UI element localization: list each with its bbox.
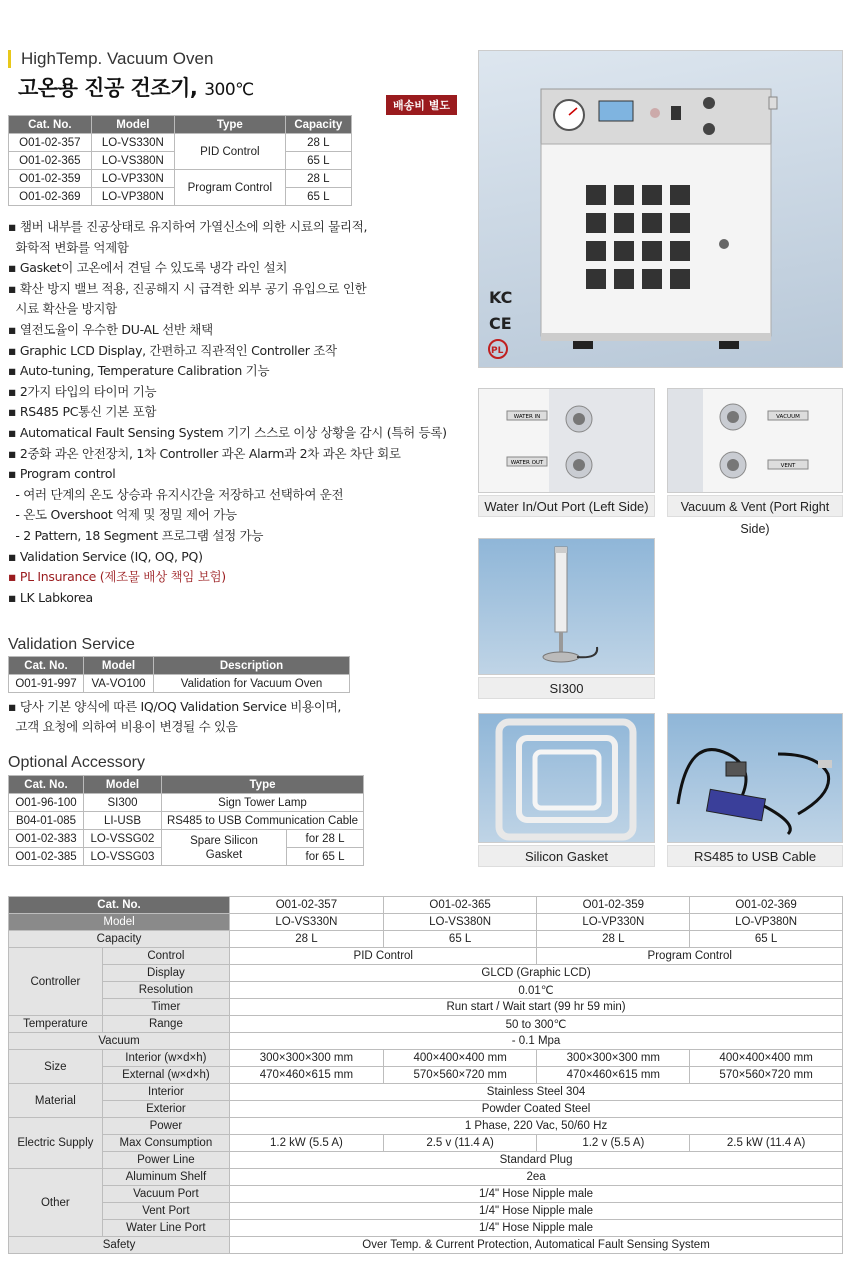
vacuum-port-photo [667,388,843,493]
cell-capacity: 28 L [285,170,351,188]
cell-model: LO-VS330N [91,134,174,152]
spec-range: 50 to 300℃ [230,1016,843,1033]
spec-control-pid: PID Control [230,948,537,965]
spec-interior-size-label: Interior (w×d×h) [102,1050,229,1067]
vacuum-oven-image [479,51,843,368]
spec-shelf: 2ea [230,1169,843,1186]
spec-powerline: Standard Plug [230,1152,843,1169]
accessory-table [8,775,364,866]
col-model: Model [84,657,154,675]
feature-item: ▪ Automatical Fault Sensing System 기기 스스로 이상 상황을 감시 (특허 등록) [8,424,447,440]
cell-type: Sign Tower Lamp [162,794,364,812]
title-korean [18,72,254,102]
col-type: Type [162,776,364,794]
feature-pl-insurance: ▪ PL Insurance (제조물 배상 책임 보험) [8,569,226,585]
cell-model: LI-USB [84,812,162,830]
accessory-title: Optional Accessory [8,754,145,771]
title-temp: 300℃ [204,80,254,100]
cable-caption: RS485 to USB Cable [667,845,843,867]
col-capacity: Capacity [285,116,351,134]
cell-cat: O01-96-100 [9,794,84,812]
feature-item: ▪ 2가지 타입의 타이머 기능 [8,383,157,399]
spec-other-label: Other [9,1169,103,1237]
vacuum-port-image [668,389,843,493]
title-korean-text: 고온용 진공 건조기, [18,76,198,100]
spec-wport-label: Water Line Port [102,1220,229,1237]
spec-interior: Stainless Steel 304 [230,1084,843,1101]
spec-maxc: 2.5 kW (11.4 A) [690,1135,843,1152]
cell-model: LO-VP330N [91,170,174,188]
rs485-usb-cable-image [668,714,843,843]
model-table [8,115,352,206]
feature-item: - 여러 단계의 온도 상승과 유지시간을 저장하고 선택하여 운전 [8,486,344,502]
title-english: HighTemp. Vacuum Oven [8,50,213,68]
spec-vacuum-label: Vacuum [9,1033,230,1050]
product-photo [478,50,843,368]
table-row [9,170,352,188]
spec-control-label: Control [102,948,229,965]
col-cat: Cat. No. [9,776,84,794]
cell-model: SI300 [84,794,162,812]
spec-vent-label: Vent Port [102,1203,229,1220]
spec-interior-label: Interior [102,1084,229,1101]
spec-maxc: 1.2 v (5.5 A) [537,1135,690,1152]
si300-photo [478,538,655,675]
cell-model: LO-VS380N [91,152,174,170]
spec-resolution: 0.01℃ [230,982,843,999]
spec-maxc: 1.2 kW (5.5 A) [230,1135,384,1152]
cell-cat: B04-01-085 [9,812,84,830]
table-row [9,830,364,848]
cell-capacity: 28 L [285,134,351,152]
cell-description: Validation for Vacuum Oven [154,675,350,693]
spec-exterior: Powder Coated Steel [230,1101,843,1118]
spec-interior-size: 300×300×300 mm [537,1050,690,1067]
feature-item: ▪ Gasket이 고온에서 견딜 수 있도록 냉각 라인 설치 [8,260,288,276]
spec-temperature-label: Temperature [9,1016,103,1033]
spec-shelf-label: Aluminum Shelf [102,1169,229,1186]
spec-material-label: Material [9,1084,103,1118]
cell-type-pid: PID Control [175,134,285,170]
spec-external-size: 570×560×720 mm [383,1067,537,1084]
col-cat: Cat. No. [9,657,84,675]
svg-text:PL: PL [491,346,504,356]
spec-safety: Over Temp. & Current Protection, Automatical Fault Sensing System [230,1237,843,1254]
spec-table [8,896,843,1254]
spec-vport: 1/4" Hose Nipple male [230,1186,843,1203]
spec-maxc-label: Max Consumption [102,1135,229,1152]
feature-item: 화학적 변화를 억제함 [8,239,129,255]
col-type: Type [175,116,285,134]
spec-vport-label: Vacuum Port [102,1186,229,1203]
spec-exterior-label: Exterior [102,1101,229,1118]
water-port-photo [478,388,655,493]
cell-type: RS485 to USB Communication Cable [162,812,364,830]
water-out-label: WATER OUT [510,460,544,466]
spec-external-size: 470×460×615 mm [230,1067,384,1084]
gasket-type-line: Gasket [205,848,243,861]
spec-external-size-label: External (w×d×h) [102,1067,229,1084]
cell-cat: O01-02-365 [9,152,92,170]
spec-model: LO-VP380N [690,914,843,931]
spec-vent: 1/4" Hose Nipple male [230,1203,843,1220]
spec-powerline-label: Power Line [102,1152,229,1169]
spec-timer: Run start / Wait start (99 hr 59 min) [230,999,843,1016]
feature-item: - 온도 Overshoot 억제 및 정밀 제어 가능 [8,507,237,523]
validation-title: Validation Service [8,636,135,653]
cell-cat: O01-02-383 [9,830,84,848]
spec-display: GLCD (Graphic LCD) [230,965,843,982]
cell-cat: O01-02-357 [9,134,92,152]
feature-lk: ▪ LK Labkorea [8,589,93,605]
spec-display-label: Display [102,965,229,982]
cell-model: LO-VSSG03 [84,848,162,866]
water-in-label: WATER IN [513,414,541,420]
spec-interior-size: 300×300×300 mm [230,1050,384,1067]
cell-capacity: 65 L [285,152,351,170]
spec-controller-label: Controller [9,948,103,1016]
feature-item: ▪ Auto-tuning, Temperature Calibration 기능 [8,363,270,379]
spec-size-label: Size [9,1050,103,1084]
cell-model: LO-VP380N [91,188,174,206]
spec-model: LO-VS330N [230,914,384,931]
table-row [9,134,352,152]
feature-item: ▪ Graphic LCD Display, 간편하고 직관적인 Controller 조작 [8,342,337,358]
vent-label: VENT [780,463,796,469]
spec-cat: O01-02-369 [690,897,843,914]
feature-item: ▪ 2중화 과온 안전장치, 1차 Controller 과온 Alarm과 2차 과온 차단 회로 [8,445,401,461]
kc-logo: KC [489,288,513,307]
si300-caption: SI300 [478,677,655,699]
spec-cat-label: Cat. No. [9,897,230,914]
feature-item: - 2 Pattern, 18 Segment 프로그램 설정 가능 [8,527,264,543]
spec-safety-label: Safety [9,1237,230,1254]
spec-resolution-label: Resolution [102,982,229,999]
table-row [9,794,364,812]
spec-wport: 1/4" Hose Nipple male [230,1220,843,1237]
col-cat: Cat. No. [9,116,92,134]
feature-list [8,217,470,608]
silicon-gasket-image [479,714,655,843]
cell-capacity: 65 L [285,188,351,206]
spec-cat: O01-02-359 [537,897,690,914]
spec-model: LO-VP330N [537,914,690,931]
spec-capacity-label: Capacity [9,931,230,948]
spec-vacuum: - 0.1 Mpa [230,1033,843,1050]
col-description: Description [154,657,350,675]
feature-item: 시료 확산을 방지함 [8,301,117,317]
feature-item: ▪ 열전도율이 우수한 DU-AL 선반 채택 [8,321,213,337]
cell-model: LO-VSSG02 [84,830,162,848]
spec-control-program: Program Control [537,948,843,965]
spec-model: LO-VS380N [383,914,537,931]
spec-capacity: 65 L [690,931,843,948]
cable-photo [667,713,843,843]
spec-interior-size: 400×400×400 mm [690,1050,843,1067]
cell-sub: for 28 L [287,830,364,848]
cell-cat: O01-02-359 [9,170,92,188]
cell-model: VA-VO100 [84,675,154,693]
water-port-image [479,389,655,493]
spec-electric-label: Electric Supply [9,1118,103,1169]
spec-external-size: 470×460×615 mm [537,1067,690,1084]
spec-interior-size: 400×400×400 mm [383,1050,537,1067]
cell-cat: O01-91-997 [9,675,84,693]
table-row [9,675,350,693]
spec-range-label: Range [102,1016,229,1033]
spec-capacity: 28 L [537,931,690,948]
feature-item: ▪ 챔버 내부를 진공상태로 유지하여 가열신소에 의한 시료의 물리적, [8,219,368,234]
note-line: ▪ 당사 기본 양식에 따른 IQ/OQ Validation Service 비용이며, [8,699,342,714]
cell-gasket-type [162,830,287,866]
spec-external-size: 570×560×720 mm [690,1067,843,1084]
cell-sub: for 65 L [287,848,364,866]
feature-item: ▪ Validation Service (IQ, OQ, PQ) [8,548,203,564]
spec-maxc: 2.5 v (11.4 A) [383,1135,537,1152]
spec-timer-label: Timer [102,999,229,1016]
spec-model-label: Model [9,914,230,931]
table-row [9,812,364,830]
ce-logo: CE [489,314,512,333]
col-model: Model [91,116,174,134]
feature-item: ▪ RS485 PC통신 기본 포함 [8,404,157,420]
validation-note [8,697,341,737]
sign-tower-lamp-image [479,539,655,675]
shipping-badge: 배송비 별도 [386,95,457,115]
spec-cat: O01-02-365 [383,897,537,914]
vacuum-port-caption: Vacuum & Vent (Port Right Side) [667,495,843,517]
cell-cat: O01-02-369 [9,188,92,206]
cell-cat: O01-02-385 [9,848,84,866]
note-line: 고객 요청에 의하여 비용이 변경될 수 있음 [8,719,238,734]
water-port-caption: Water In/Out Port (Left Side) [478,495,655,517]
gasket-photo [478,713,655,843]
feature-item: ▪ 확산 방지 밸브 적용, 진공해지 시 급격한 외부 공기 유입으로 인한 [8,280,367,296]
spec-capacity: 28 L [230,931,384,948]
vacuum-label: VACUUM [776,414,800,420]
spec-power: 1 Phase, 220 Vac, 50/60 Hz [230,1118,843,1135]
validation-table [8,656,350,693]
feature-item: ▪ Program control [8,466,116,482]
spec-cat: O01-02-357 [230,897,384,914]
spec-capacity: 65 L [383,931,537,948]
gasket-type-line: Spare Silicon [190,834,258,847]
cell-type-program: Program Control [175,170,285,206]
col-model: Model [84,776,162,794]
gasket-caption: Silicon Gasket [478,845,655,867]
spec-power-label: Power [102,1118,229,1135]
